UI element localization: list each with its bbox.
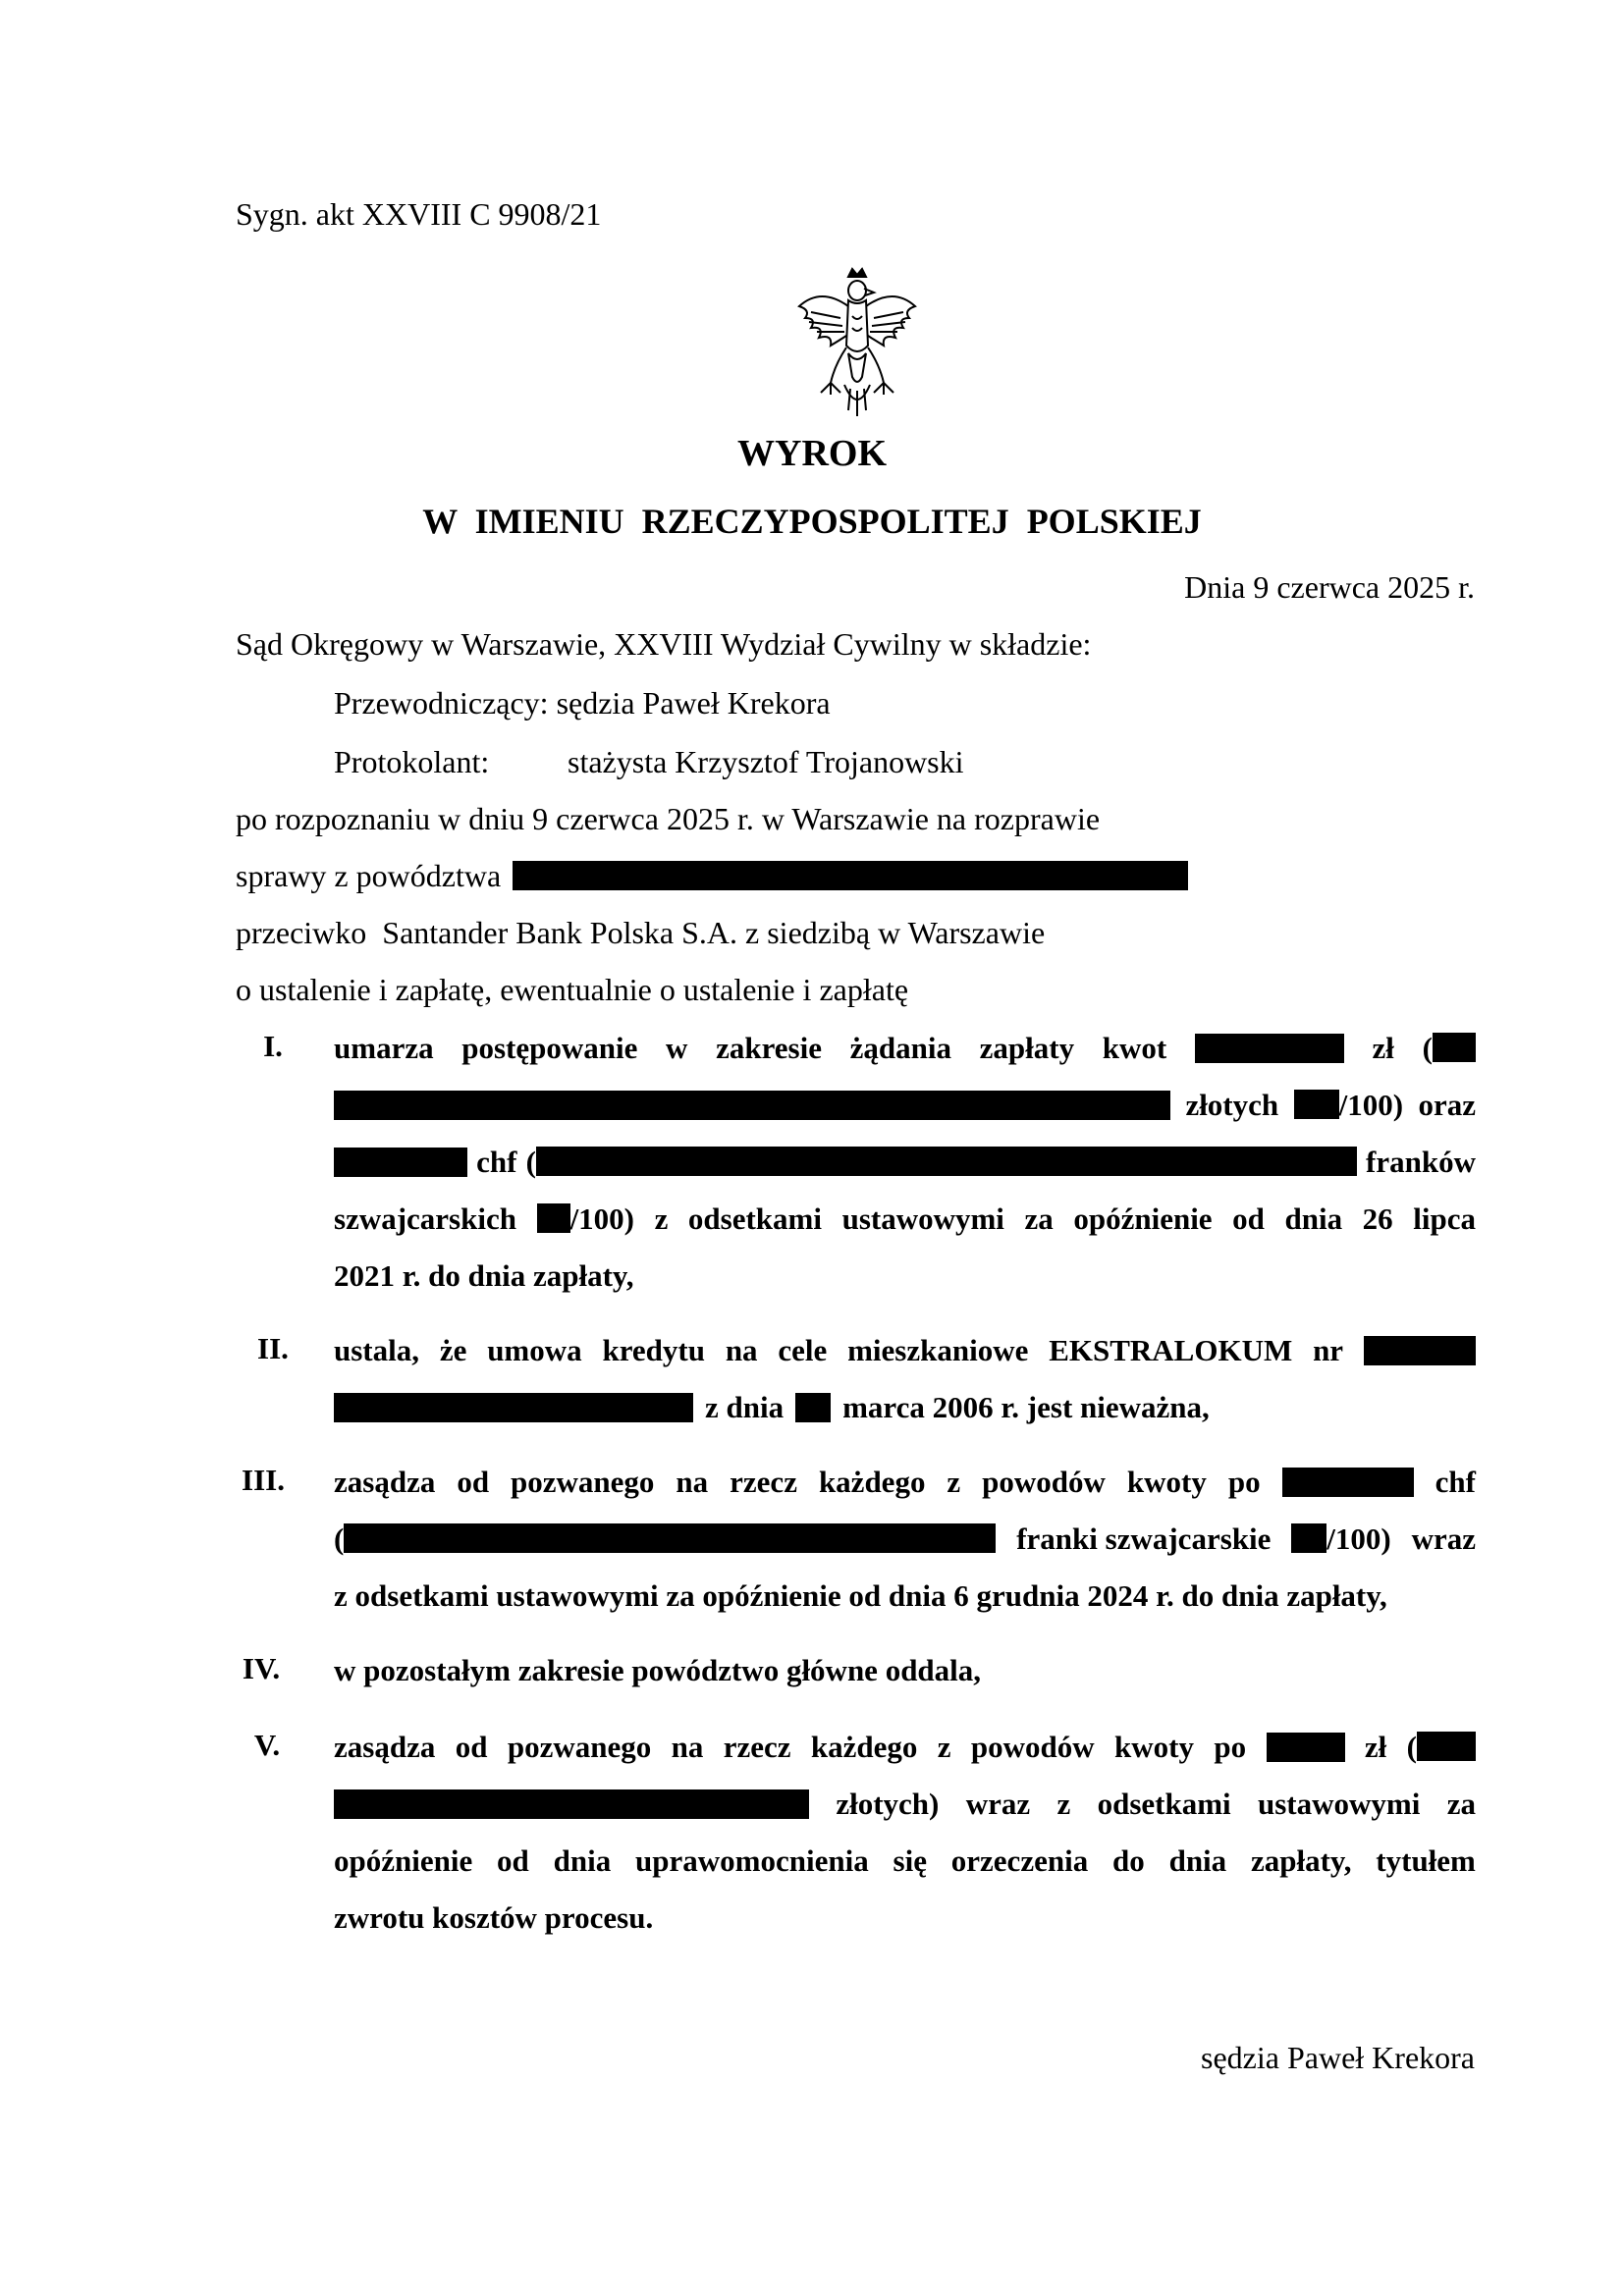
text-segment: za [1024, 1201, 1054, 1236]
redaction [1291, 1523, 1326, 1553]
text-segment: uprawomocnienia [635, 1843, 869, 1878]
text-segment: zasądza [334, 1730, 436, 1764]
text-segment: na [671, 1730, 704, 1764]
text-segment: rzecz [723, 1730, 791, 1764]
item-number: II. [257, 1331, 289, 1365]
text-segment: zapłaty, [1251, 1843, 1352, 1878]
text-segment: każdego [810, 1730, 918, 1764]
text-segment: EKSTRALOKUM [1049, 1333, 1293, 1367]
text-segment: na [676, 1465, 709, 1499]
text-segment: każdego [818, 1465, 926, 1499]
redaction [1282, 1468, 1414, 1497]
case-subject: o ustalenie i zapłatę, ewentualnie o ustalenie i zapłatę [236, 972, 909, 1007]
text-segment: z [1056, 1787, 1071, 1821]
text-segment: lipca [1413, 1201, 1476, 1236]
item-v-line-2 [334, 1783, 1476, 1826]
text-segment: chf [476, 1145, 517, 1179]
case-reference: Sygn. akt XXVIII C 9908/21 [236, 196, 602, 232]
text-segment: umowa [487, 1333, 582, 1367]
claimant-line [236, 858, 1188, 894]
text-segment: ( [1422, 1031, 1433, 1065]
text-segment: wraz [965, 1787, 1031, 1821]
text-segment: franki szwajcarskie [1016, 1522, 1272, 1556]
text-segment: z [654, 1201, 669, 1236]
redaction [537, 1203, 570, 1233]
redaction [1417, 1732, 1476, 1761]
text-segment: szwajcarskich [334, 1201, 516, 1236]
redaction [513, 861, 1188, 890]
text-segment: w [666, 1031, 688, 1065]
text-segment: opóźnienie [334, 1843, 473, 1878]
text-segment: po [1227, 1465, 1261, 1499]
item-ii-line-1 [334, 1329, 1476, 1372]
text-segment [1423, 1031, 1476, 1066]
text-segment: opóźnienie [1073, 1201, 1213, 1236]
text-segment: kwot [1102, 1031, 1167, 1065]
text-segment [526, 1145, 1357, 1180]
text-segment: 26 [1362, 1201, 1393, 1236]
text-segment: z [937, 1730, 951, 1764]
text-segment [1294, 1088, 1403, 1123]
text-segment: od [455, 1730, 488, 1764]
item-i-line-5 [334, 1255, 1476, 1298]
text-segment: z odsetkami ustawowymi za opóźnienie od dnia 6 grudnia 2024 r. do dnia zapłaty, [334, 1578, 1387, 1613]
text-segment: postępowanie [461, 1031, 638, 1065]
judgment-title: WYROK [737, 433, 887, 474]
text-segment: po [1214, 1730, 1247, 1764]
clerk-name: stażysta Krzysztof Trojanowski [568, 744, 964, 779]
text-segment: od [1232, 1201, 1265, 1236]
text-segment: 2021 r. do dnia zapłaty, [334, 1258, 634, 1293]
redaction [536, 1147, 1357, 1176]
judge-signature: sędzia Paweł Krekora [1201, 2040, 1475, 2075]
text-segment: na [725, 1333, 758, 1367]
polish-eagle-emblem-icon [791, 267, 923, 420]
text-segment: kwoty [1114, 1730, 1194, 1764]
text-segment: zakresie [716, 1031, 822, 1065]
text-segment [537, 1201, 634, 1237]
text-segment: złotych [1185, 1088, 1279, 1122]
text-segment: żądania [849, 1031, 952, 1065]
item-number: IV. [242, 1651, 281, 1685]
text-segment: zapłaty [979, 1031, 1075, 1065]
text-segment: ustawowymi [1258, 1787, 1421, 1821]
item-ii-line-2 [334, 1386, 1476, 1429]
text-segment: cele [778, 1333, 828, 1367]
item-v-line-1 [334, 1726, 1476, 1769]
text-segment: dnia [553, 1843, 612, 1878]
text-segment: z dnia [705, 1390, 785, 1424]
redaction [334, 1148, 467, 1177]
text-segment: powodów [982, 1465, 1106, 1499]
text-segment: że [439, 1333, 467, 1367]
item-i-line-4 [334, 1198, 1476, 1241]
hearing-info: po rozpoznaniu w dniu 9 czerwca 2025 r. w Warszawie na rozprawie [236, 801, 1101, 836]
text-segment: oraz [1418, 1088, 1476, 1122]
text-segment: rzecz [730, 1465, 797, 1499]
text-segment: z [947, 1465, 961, 1499]
defendant-line: przeciwko Santander Bank Polska S.A. z siedzibą w Warszawie [236, 915, 1046, 950]
item-iii-line-2 [334, 1518, 1476, 1561]
text-segment: zwrotu kosztów procesu. [334, 1900, 654, 1935]
text-segment: się [893, 1843, 927, 1878]
item-iii-line-1 [334, 1461, 1476, 1504]
text-segment: złotych) [836, 1787, 940, 1821]
text-segment: od [457, 1465, 490, 1499]
text-segment: ustawowymi [841, 1201, 1004, 1236]
text-segment: odsetkami [687, 1201, 822, 1236]
text-segment: marca 2006 r. jest nieważna, [842, 1390, 1210, 1424]
item-i-line-1 [334, 1027, 1476, 1070]
text-segment: do [1112, 1843, 1145, 1878]
redaction [334, 1789, 809, 1819]
text-segment: pozwanego [511, 1465, 655, 1499]
item-number: III. [242, 1463, 285, 1497]
text-segment: tytułem [1376, 1843, 1476, 1878]
text-segment: orzeczenia [950, 1843, 1089, 1878]
redaction [1294, 1090, 1339, 1119]
item-i-line-2 [334, 1084, 1476, 1127]
clerk-label: Protokolant: [334, 744, 490, 779]
text-segment: ustala, [334, 1333, 419, 1367]
text-segment: mieszkaniowe [847, 1333, 1029, 1367]
redaction [1433, 1033, 1476, 1062]
item-v-line-3 [334, 1840, 1476, 1883]
redaction [344, 1523, 996, 1553]
text-segment: od [497, 1843, 529, 1878]
item-number: I. [263, 1029, 283, 1063]
redaction [1195, 1034, 1344, 1063]
judgment-subtitle: W IMIENIU RZECZYPOSPOLITEJ POLSKIEJ [422, 502, 1202, 541]
text-segment: dnia [1168, 1843, 1227, 1878]
text-segment: odsetkami [1097, 1787, 1231, 1821]
text-segment: powodów [970, 1730, 1095, 1764]
text-segment: zasądza [334, 1465, 436, 1499]
text-segment: kredytu [602, 1333, 705, 1367]
text-segment: ( [334, 1522, 345, 1556]
court-composition: Sąd Okręgowy w Warszawie, XXVIII Wydział Cywilny w składzie: [236, 626, 1092, 662]
presiding-judge: Przewodniczący: sędzia Paweł Krekora [334, 685, 831, 721]
text-segment [1407, 1730, 1476, 1765]
redaction [795, 1393, 831, 1422]
redaction [334, 1091, 1170, 1120]
text-segment [334, 1522, 996, 1557]
text-segment: zł [1364, 1730, 1387, 1764]
item-v-line-4 [334, 1896, 1476, 1940]
text-segment: chf [1435, 1465, 1476, 1499]
text-segment: /100) [1338, 1088, 1404, 1122]
claimant-prefix: sprawy z powództwa [236, 858, 502, 893]
text-segment: pozwanego [507, 1730, 652, 1764]
text-segment: ( [525, 1145, 536, 1179]
text-segment: ( [1406, 1730, 1417, 1764]
text-segment: kwoty [1126, 1465, 1207, 1499]
item-number: V. [253, 1728, 281, 1762]
item-i-line-3 [334, 1141, 1476, 1184]
text-segment [1291, 1522, 1390, 1557]
text-segment: wraz [1411, 1522, 1476, 1556]
text-segment: zł [1372, 1031, 1394, 1065]
judgment-date: Dnia 9 czerwca 2025 r. [1184, 569, 1475, 605]
text-segment: nr [1313, 1333, 1344, 1367]
text-segment: umarza [334, 1031, 434, 1065]
text-segment: dnia [1284, 1201, 1343, 1236]
text-segment: za [1446, 1787, 1476, 1821]
item-iii-line-3 [334, 1575, 1476, 1618]
redaction [334, 1393, 693, 1422]
text-segment: franków [1366, 1145, 1476, 1179]
text-segment: w pozostałym zakresie powództwo główne oddala, [334, 1653, 982, 1687]
text-segment: /100) [569, 1201, 634, 1236]
redaction [1364, 1336, 1476, 1365]
redaction [1267, 1733, 1345, 1762]
text-segment: /100) [1326, 1522, 1391, 1556]
item-iv-line-1 [334, 1649, 1476, 1692]
